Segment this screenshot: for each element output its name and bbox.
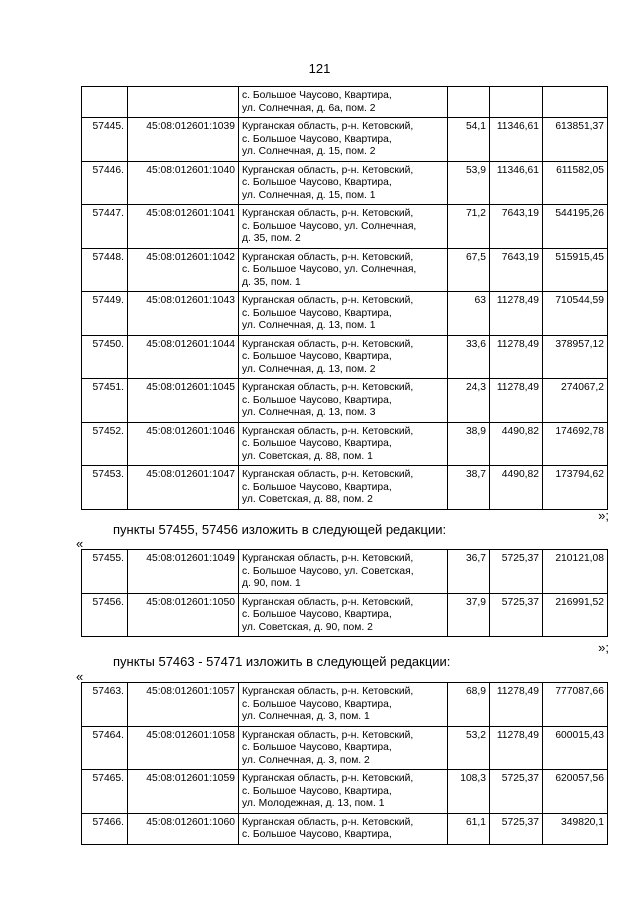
instruction-1: пункты 57455, 57456 изложить в следующей редакции: <box>113 522 447 537</box>
area-cell: 37,9 <box>448 593 490 637</box>
open-quote-2: « <box>76 669 84 684</box>
area-cell: 36,7 <box>448 550 490 594</box>
address-line: ул. Советская, д. 90, пом. 2 <box>242 621 373 633</box>
cadastral-number-cell: 45:08:012601:1060 <box>128 813 239 844</box>
registry-table-1 <box>81 86 608 510</box>
address-line: д. 35, пом. 1 <box>242 276 301 288</box>
row-number-cell: 57445. <box>82 118 128 162</box>
cadastral-number-cell: 45:08:012601:1045 <box>128 379 239 423</box>
instruction-2: пункты 57463 - 57471 изложить в следующей редакции: <box>113 654 451 669</box>
address-line: ул. Солнечная, д. 13, пом. 3 <box>242 407 376 418</box>
address-line: с. Большое Чаусово, ул. Солнечная, <box>242 264 417 275</box>
address-cell <box>239 161 448 205</box>
cadastral-value-cell: 620057,56 <box>543 770 608 814</box>
row-number-cell: 57463. <box>82 683 128 727</box>
address-cell <box>239 379 448 423</box>
cadastral-value-cell: 378957,12 <box>543 335 608 379</box>
area-cell: 71,2 <box>448 205 490 249</box>
cadastral-price-cell: 11278,49 <box>490 292 543 336</box>
registry-table-3 <box>81 682 608 845</box>
registry-table-2 <box>81 549 608 637</box>
table-row <box>82 161 608 205</box>
area-cell: 53,2 <box>448 726 490 770</box>
address-line: Курганская область, р-н. Кетовский, <box>242 773 414 784</box>
address-line: с. Большое Чаусово, Квартира, <box>242 307 392 319</box>
row-number-cell: 57446. <box>82 161 128 205</box>
table-row <box>82 118 608 162</box>
cadastral-number-cell: 45:08:012601:1044 <box>128 335 239 379</box>
address-cell <box>239 118 448 162</box>
cadastral-value-cell: 173794,62 <box>543 466 608 510</box>
row-number-cell: 57466. <box>82 813 128 844</box>
page-number: 121 <box>308 61 331 76</box>
address-line: ул. Советская, д. 88, пом. 1 <box>242 450 373 462</box>
cadastral-price-cell: 5725,37 <box>490 770 543 814</box>
cadastral-number-cell: 45:08:012601:1039 <box>128 118 239 162</box>
address-cell <box>239 248 448 292</box>
area-cell: 38,7 <box>448 466 490 510</box>
address-line: Курганская область, р-н. Кетовский, <box>242 425 414 437</box>
area-cell: 67,5 <box>448 248 490 292</box>
cadastral-number-cell: 45:08:012601:1046 <box>128 422 239 466</box>
address-cell <box>239 205 448 249</box>
area-cell: 33,6 <box>448 335 490 379</box>
table-row <box>82 379 608 423</box>
area-cell: 53,9 <box>448 161 490 205</box>
area-cell: 108,3 <box>448 770 490 814</box>
address-line: Курганская область, р-н. Кетовский, <box>242 553 414 564</box>
cadastral-number-cell: 45:08:012601:1058 <box>128 726 239 770</box>
table-row <box>82 248 608 292</box>
area-cell: 61,1 <box>448 813 490 844</box>
address-line: с. Большое Чаусово, ул. Советская, <box>242 565 414 577</box>
address-line: с. Большое Чаусово, Квартира, <box>242 742 392 753</box>
cadastral-value-cell <box>543 87 608 118</box>
address-line: с. Большое Чаусово, Квартира, <box>242 351 392 362</box>
row-number-cell: 57447. <box>82 205 128 249</box>
cadastral-value-cell: 210121,08 <box>543 550 608 594</box>
address-line: д. 90, пом. 1 <box>242 578 301 589</box>
address-line: ул. Солнечная, д. 3, пом. 1 <box>242 711 370 722</box>
area-cell: 68,9 <box>448 683 490 727</box>
address-line: с. Большое Чаусово, Квартира, <box>242 133 392 145</box>
address-line: ул. Молодежная, д. 13, пом. 1 <box>242 798 385 809</box>
address-line: Курганская область, р-н. Кетовский, <box>242 729 414 741</box>
cadastral-price-cell: 11278,49 <box>490 379 543 423</box>
address-cell <box>239 593 448 637</box>
row-number-cell: 57456. <box>82 593 128 637</box>
cadastral-value-cell: 777087,66 <box>543 683 608 727</box>
row-number-cell: 57464. <box>82 726 128 770</box>
address-cell <box>239 683 448 727</box>
table-row <box>82 813 608 844</box>
table-row <box>82 466 608 510</box>
cadastral-value-cell: 174692,78 <box>543 422 608 466</box>
row-number-cell: 57451. <box>82 379 128 423</box>
address-line: с. Большое Чаусово, Квартира, <box>242 785 392 797</box>
address-line: ул. Солнечная, д. 15, пом. 1 <box>242 189 376 201</box>
address-line: Курганская область, р-н. Кетовский, <box>242 251 414 263</box>
area-cell: 38,9 <box>448 422 490 466</box>
close-quote-1: »; <box>598 508 609 523</box>
address-line: ул. Солнечная, д. 3, пом. 2 <box>242 754 370 766</box>
cadastral-price-cell: 11278,49 <box>490 683 543 727</box>
table-row <box>82 593 608 637</box>
table-row <box>82 292 608 336</box>
cadastral-value-cell: 710544,59 <box>543 292 608 336</box>
cadastral-number-cell: 45:08:012601:1059 <box>128 770 239 814</box>
cadastral-price-cell: 5725,37 <box>490 813 543 844</box>
address-line: Курганская область, р-н. Кетовский, <box>242 208 414 219</box>
cadastral-value-cell: 349820,1 <box>543 813 608 844</box>
address-line: с. Большое Чаусово, Квартира, <box>242 394 392 406</box>
row-number-cell: 57449. <box>82 292 128 336</box>
address-line: ул. Солнечная, д. 13, пом. 2 <box>242 363 376 375</box>
table-row <box>82 683 608 727</box>
cadastral-value-cell: 611582,05 <box>543 161 608 205</box>
cadastral-price-cell: 11346,61 <box>490 118 543 162</box>
address-line: Курганская область, р-н. Кетовский, <box>242 469 414 480</box>
address-line: д. 35, пом. 2 <box>242 233 301 244</box>
address-line: Курганская область, р-н. Кетовский, <box>242 338 414 350</box>
address-line: с. Большое Чаусово, Квартира, <box>242 90 392 101</box>
table-row <box>82 770 608 814</box>
cadastral-price-cell <box>490 87 543 118</box>
table-row <box>82 87 608 118</box>
cadastral-price-cell: 5725,37 <box>490 593 543 637</box>
address-line: Курганская область, р-н. Кетовский, <box>242 816 414 828</box>
close-quote-2: »; <box>598 640 609 655</box>
cadastral-number-cell: 45:08:012601:1057 <box>128 683 239 727</box>
address-cell <box>239 726 448 770</box>
address-line: ул. Солнечная, д. 15, пом. 2 <box>242 146 376 157</box>
row-number-cell: 57455. <box>82 550 128 594</box>
cadastral-value-cell: 544195,26 <box>543 205 608 249</box>
open-quote-1: « <box>76 536 84 551</box>
cadastral-value-cell: 274067,2 <box>543 379 608 423</box>
row-number-cell: 57450. <box>82 335 128 379</box>
cadastral-number-cell: 45:08:012601:1040 <box>128 161 239 205</box>
cadastral-number-cell: 45:08:012601:1043 <box>128 292 239 336</box>
address-line: ул. Советская, д. 88, пом. 2 <box>242 494 373 505</box>
cadastral-price-cell: 4490,82 <box>490 422 543 466</box>
table-row <box>82 205 608 249</box>
area-cell: 54,1 <box>448 118 490 162</box>
row-number-cell: 57452. <box>82 422 128 466</box>
address-line: с. Большое Чаусово, Квартира, <box>242 177 392 188</box>
cadastral-value-cell: 515915,45 <box>543 248 608 292</box>
address-cell <box>239 87 448 118</box>
cadastral-number-cell: 45:08:012601:1047 <box>128 466 239 510</box>
address-line: с. Большое Чаусово, Квартира, <box>242 698 392 710</box>
cadastral-price-cell: 7643,19 <box>490 248 543 292</box>
cadastral-value-cell: 613851,37 <box>543 118 608 162</box>
area-cell: 24,3 <box>448 379 490 423</box>
cadastral-price-cell: 7643,19 <box>490 205 543 249</box>
cadastral-number-cell: 45:08:012601:1041 <box>128 205 239 249</box>
address-line: ул. Солнечная, д. 6а, пом. 2 <box>242 102 376 114</box>
address-line: с. Большое Чаусово, Квартира, <box>242 829 392 840</box>
address-cell <box>239 466 448 510</box>
cadastral-value-cell: 216991,52 <box>543 593 608 637</box>
address-line: ул. Солнечная, д. 13, пом. 1 <box>242 320 376 331</box>
table-row <box>82 335 608 379</box>
row-number-cell: 57453. <box>82 466 128 510</box>
area-cell <box>448 87 490 118</box>
cadastral-number-cell: 45:08:012601:1042 <box>128 248 239 292</box>
cadastral-value-cell: 600015,43 <box>543 726 608 770</box>
cadastral-number-cell: 45:08:012601:1049 <box>128 550 239 594</box>
cadastral-price-cell: 5725,37 <box>490 550 543 594</box>
address-cell <box>239 422 448 466</box>
address-cell <box>239 770 448 814</box>
table-row <box>82 726 608 770</box>
table-row <box>82 422 608 466</box>
address-line: с. Большое Чаусово, ул. Солнечная, <box>242 220 417 232</box>
address-line: Курганская область, р-н. Кетовский, <box>242 686 414 697</box>
cadastral-price-cell: 11346,61 <box>490 161 543 205</box>
cadastral-number-cell: 45:08:012601:1050 <box>128 593 239 637</box>
address-line: с. Большое Чаусово, Квартира, <box>242 481 392 493</box>
address-cell <box>239 813 448 844</box>
cadastral-number-cell <box>128 87 239 118</box>
address-cell <box>239 550 448 594</box>
address-line: Курганская область, р-н. Кетовский, <box>242 121 414 132</box>
table-row <box>82 550 608 594</box>
address-line: Курганская область, р-н. Кетовский, <box>242 295 414 306</box>
address-cell <box>239 335 448 379</box>
address-line: с. Большое Чаусово, Квартира, <box>242 609 392 620</box>
cadastral-price-cell: 11278,49 <box>490 335 543 379</box>
address-line: Курганская область, р-н. Кетовский, <box>242 164 414 176</box>
address-line: Курганская область, р-н. Кетовский, <box>242 382 414 393</box>
address-cell <box>239 292 448 336</box>
cadastral-price-cell: 11278,49 <box>490 726 543 770</box>
area-cell: 63 <box>448 292 490 336</box>
address-line: Курганская область, р-н. Кетовский, <box>242 596 414 608</box>
address-line: с. Большое Чаусово, Квартира, <box>242 438 392 449</box>
cadastral-price-cell: 4490,82 <box>490 466 543 510</box>
row-number-cell <box>82 87 128 118</box>
row-number-cell: 57448. <box>82 248 128 292</box>
row-number-cell: 57465. <box>82 770 128 814</box>
